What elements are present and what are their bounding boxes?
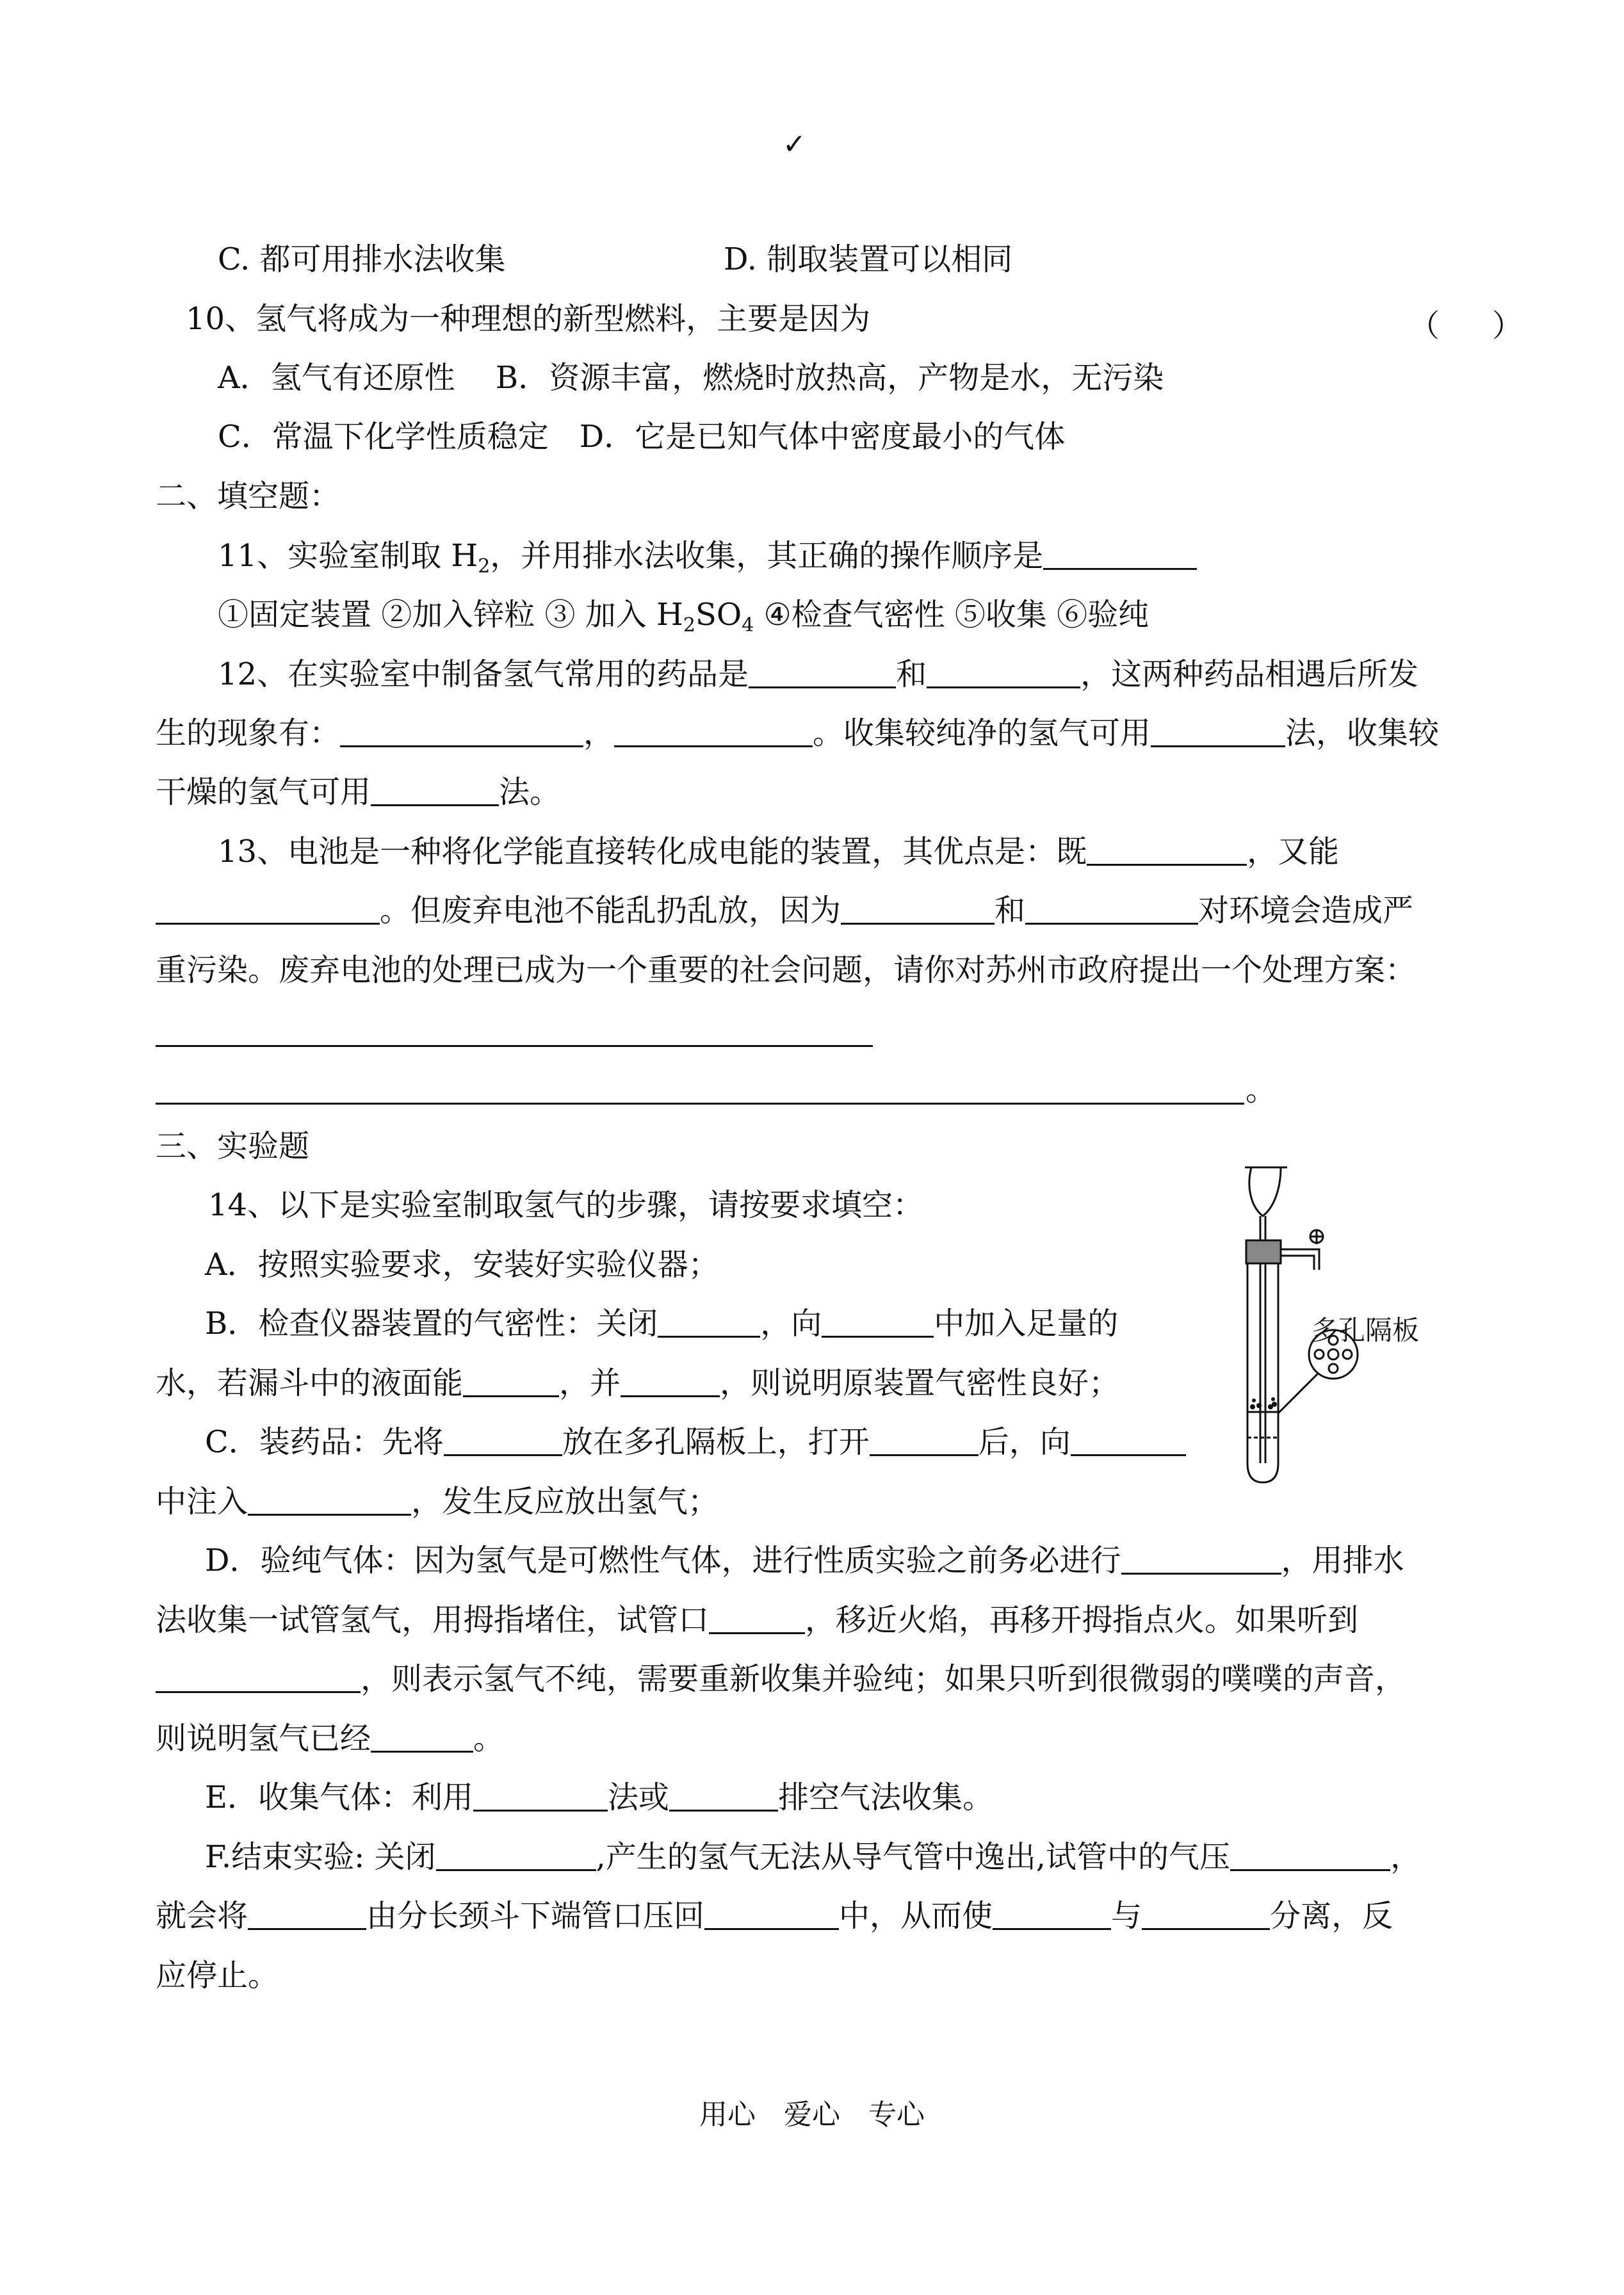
q14-d-blank-3[interactable] — [156, 1662, 361, 1693]
q13-line1: 13、电池是一种将化学能直接转化成电能的装置，其优点是：既 ，又能 — [218, 834, 1340, 870]
q13-end-mark: 。 — [1246, 1072, 1277, 1108]
perforated-plate-label: 多孔隔板 — [1311, 1315, 1420, 1346]
section3-title: 三、实验题 — [156, 1128, 310, 1164]
q14-f-blank-5[interactable] — [993, 1899, 1111, 1930]
q9-option-d: D. 制取装置可以相同 — [724, 241, 1013, 277]
q14-f-blank-2[interactable] — [1230, 1840, 1390, 1871]
q14-d-blank-4[interactable] — [371, 1721, 473, 1753]
q12-blank-5[interactable] — [1151, 716, 1285, 747]
q11-stem: 11、实验室制取 $H_2$，并用排水法收集，其正确的操作顺序是 — [218, 537, 1197, 575]
q14-step-b-line2: 水，若漏斗中的液面能 ，并 ，则说明原装置气密性良好； — [156, 1365, 1120, 1401]
q14-c-blank-2[interactable] — [870, 1425, 978, 1456]
q10-paren-close: ） — [1492, 308, 1523, 344]
q13-answer-line-1[interactable] — [156, 1045, 873, 1047]
q14-d-blank-2[interactable] — [709, 1603, 805, 1634]
q13-line2: 。但废弃电池不能乱扔乱放，因为 和 对环境会造成严 — [156, 891, 1413, 930]
q13-blank-3[interactable] — [841, 893, 995, 925]
q10-paren-open: （ — [1409, 308, 1440, 344]
q10-options-ab: A．氢气有还原性 B．资源丰富，燃烧时放热高，产物是水，无污染 — [218, 360, 1164, 396]
q14-step-d-line4: 则说明氢气已经 。 — [156, 1721, 505, 1756]
page-footer: 用心 爱心 专心 — [699, 2098, 925, 2131]
q9-option-c: C. 都可用排水法收集 — [218, 241, 506, 277]
q12-blank-4[interactable] — [614, 716, 813, 747]
q10-options-cd: C．常温下化学性质稳定 D．它是已知气体中密度最小的气体 — [218, 419, 1066, 455]
q14-step-c-line2: 中注入 ，发生反应放出氢气； — [156, 1484, 719, 1520]
q13-blank-4[interactable] — [1025, 893, 1198, 925]
q14-c-blank-4[interactable] — [248, 1484, 411, 1516]
q14-b-blank-1[interactable] — [658, 1306, 760, 1338]
q14-step-d-line2: 法收集一试管氢气，用拇指堵住，试管口 ，移近火焰，再移开拇指点火。如果听到 — [156, 1602, 1359, 1638]
q13-blank-2[interactable] — [156, 893, 380, 925]
q14-step-f-line1: F.结束实验: 关闭 ,产生的氢气无法从导气管中逸出,试管中的气压 ， — [205, 1839, 1422, 1875]
section2-title: 二、填空题： — [156, 478, 341, 514]
q14-step-c-line1: C．装药品：先将 放在多孔隔板上，打开 后，向 — [205, 1423, 1186, 1461]
q12-blank-3[interactable] — [340, 716, 583, 747]
q12-blank-1[interactable] — [749, 657, 896, 688]
q11-steps: ①固定装置 ②加入锌粒 ③ 加入 $H_2SO_4$ ④检查气密性 ⑤收集 ⑥验纯 — [218, 597, 1149, 637]
q14-f-blank-3[interactable] — [248, 1899, 366, 1930]
q14-f-blank-4[interactable] — [704, 1899, 839, 1930]
q14-step-f-line3: 应停止。 — [156, 1958, 279, 1993]
q12-line1: 12、在实验室中制备氢气常用的药品是 和 ，这两种药品相遇后所发 — [218, 656, 1419, 692]
q14-step-b-line1: B．检查仪器装置的气密性：关闭 ，向 中加入足量的 — [205, 1306, 1119, 1342]
q14-b-blank-4[interactable] — [621, 1366, 720, 1397]
check-mark: ✓ — [783, 128, 806, 161]
q14-b-blank-3[interactable] — [463, 1366, 559, 1397]
q14-stem: 14、以下是实验室制取氢气的步骤，请按要求填空： — [208, 1187, 924, 1223]
q12-line3: 干燥的氢气可用 法。 — [156, 774, 561, 810]
q14-f-blank-1[interactable] — [436, 1840, 596, 1871]
q10-stem: 10、氢气将成为一种理想的新型燃料，主要是因为 — [186, 301, 871, 337]
q14-b-blank-2[interactable] — [822, 1306, 934, 1338]
q14-step-e: E．收集气体：利用 法或 排空气法收集。 — [205, 1780, 994, 1815]
q14-e-blank-2[interactable] — [669, 1780, 778, 1812]
q11-answer-blank[interactable] — [1043, 539, 1197, 570]
q14-d-blank-1[interactable] — [1121, 1543, 1281, 1575]
q13-blank-1[interactable] — [1087, 834, 1247, 866]
q14-e-blank-1[interactable] — [473, 1780, 608, 1812]
q13-line3: 重污染。废弃电池的处理已成为一个重要的社会问题，请你对苏州市政府提出一个处理方案： — [156, 952, 1417, 988]
q13-answer-line-2[interactable] — [156, 1103, 1244, 1105]
q12-blank-6[interactable] — [371, 775, 499, 806]
q14-c-blank-3[interactable] — [1071, 1425, 1186, 1456]
q14-c-blank-1[interactable] — [444, 1425, 562, 1456]
q14-step-a: A．按照实验要求，安装好实验仪器； — [205, 1247, 719, 1283]
q14-step-d-line1: D．验纯气体：因为氢气是可燃性气体，进行性质实验之前务必进行 ，用排水 — [205, 1543, 1404, 1578]
q14-step-f-line2: 就会将 由分长颈斗下端管口压回 中，从而使 与 分离，反 — [156, 1898, 1393, 1934]
q14-step-d-line3: ，则表示氢气不纯，需要重新收集并验纯；如果只听到很微弱的噗噗的声音， — [156, 1660, 1406, 1698]
q12-line2: 生的现象有： ， 。收集较纯净的氢气可用 法，收集较 — [156, 715, 1440, 751]
q14-f-blank-6[interactable] — [1142, 1899, 1270, 1930]
q12-blank-2[interactable] — [927, 657, 1080, 688]
